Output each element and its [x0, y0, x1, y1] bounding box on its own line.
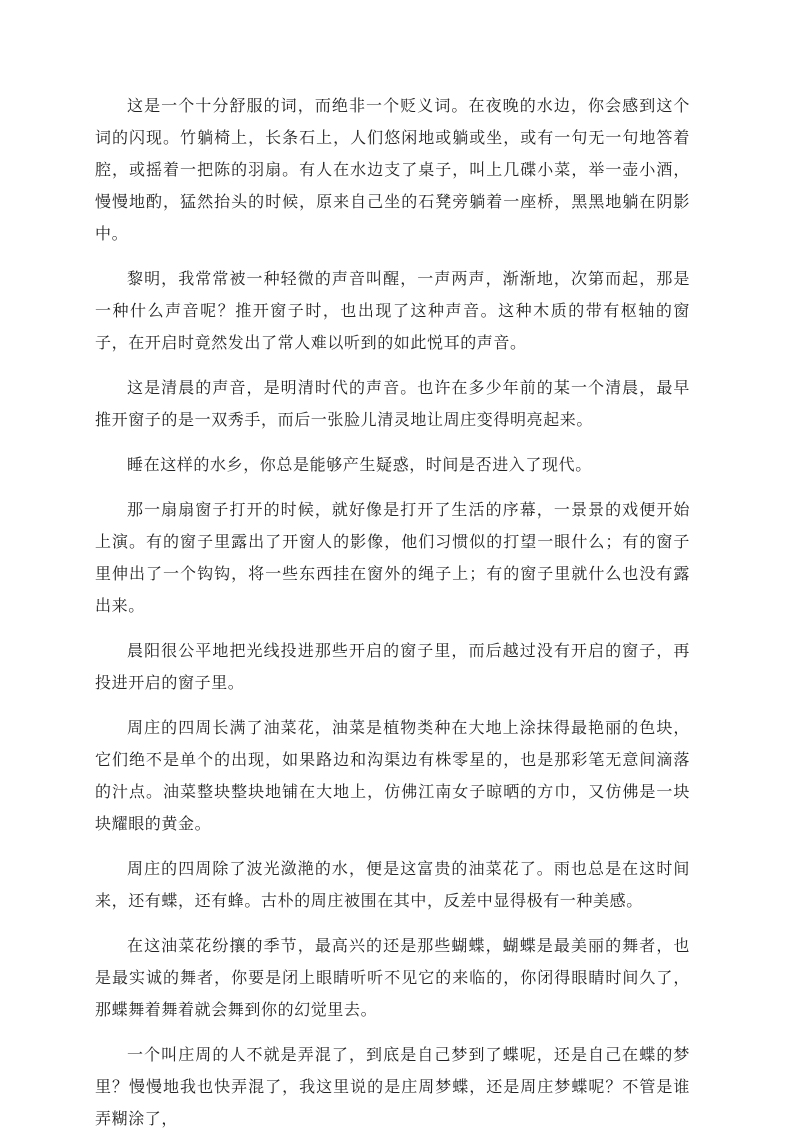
paragraph-2: 黎明，我常常被一种轻微的声音叫醒，一声两声，渐渐地，次第而起，那是一种什么声音呢？推开窗子时，也出现了这种声音。这种木质的带有枢轴的窗子，在开启时竟然发出了常人难以听到的如此悦耳的声音。: [95, 269, 690, 352]
paragraph-5: 那一扇扇窗子打开的时候，就好像是打开了生活的序幕，一景景的戏便开始上演。有的窗子里露出了开窗人的影像，他们习惯似的打望一眼什么；有的窗子里伸出了一个钩钩，将一些东西挂在窗外的绳子上；有的窗子里就什么也没有露出来。: [95, 500, 690, 615]
document-body: [95, 90, 690, 1148]
paragraph-8: 周庄的四周除了波光潋滟的水，便是这富贵的油菜花了。雨也总是在这时间来，还有蝶，还有蜂。古朴的周庄被围在其中，反差中显得极有一种美感。: [95, 859, 690, 910]
paragraph-4: 睡在这样的水乡，你总是能够产生疑惑，时间是否进入了现代。: [127, 455, 592, 474]
paragraph-7: 周庄的四周长满了油菜花，油菜是植物类种在大地上涂抹得最艳丽的色块，它们绝不是单个的出现，如果路边和沟渠边有株零星的，也是那彩笔无意间滴落的汁点。油菜整块整块地铺在大地上，仿佛江南女子晾晒的方巾，又仿佛是一块块耀眼的黄金。: [95, 718, 690, 833]
paragraph-10: 一个叫庄周的人不就是弄混了，到底是自己梦到了蝶呢，还是自己在蝶的梦里？慢慢地我也快弄混了，我这里说的是庄周梦蝶，还是周庄梦蝶呢？不管是谁弄糊涂了，: [95, 1045, 690, 1128]
paragraph-9: 在这油菜花纷攘的季节，最高兴的还是那些蝴蝶，蝴蝶是最美丽的舞者，也是最实诚的舞者，你要是闭上眼睛听听不见它的来临的，你闭得眼睛时间久了，那蝶舞着舞着就会舞到你的幻觉里去。: [95, 936, 690, 1019]
paragraph-3: 这是清晨的声音，是明清时代的声音。也许在多少年前的某一个清晨，最早推开窗子的是一双秀手，而后一张脸儿清灵地让周庄变得明亮起来。: [95, 378, 690, 429]
paragraph-6: 晨阳很公平地把光线投进那些开启的窗子里，而后越过没有开启的窗子，再投进开启的窗子里。: [95, 641, 690, 692]
paragraph-1: 这是一个十分舒服的词，而绝非一个贬义词。在夜晚的水边，你会感到这个词的闪现。竹躺椅上，长条石上，人们悠闲地或躺或坐，或有一句无一句地答着腔，或摇着一把陈的羽扇。有人在水边支了桌子，叫上几碟小菜，举一壶小酒，慢慢地酌，猛然抬头的时候，原来自己坐的石凳旁躺着一座桥，黑黑地躺在阴影中。: [95, 96, 690, 243]
